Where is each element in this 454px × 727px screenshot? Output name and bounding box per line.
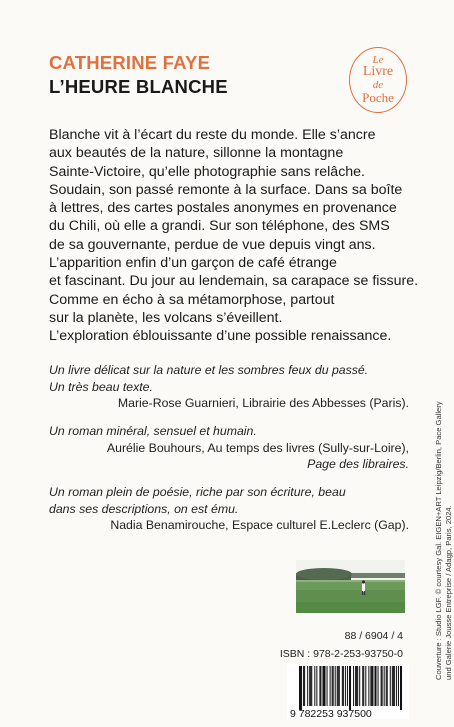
barcode-bar — [325, 666, 326, 706]
barcode-bar — [392, 666, 393, 706]
review-2 — [49, 423, 409, 473]
barcode-bar — [357, 666, 358, 706]
barcode-digits: 9 782253 937500 — [290, 708, 372, 720]
cover-credits — [434, 401, 454, 680]
barcode-bar — [401, 666, 402, 710]
barcode-bar — [307, 666, 308, 706]
barcode-bar — [314, 666, 315, 706]
barcode-bar — [349, 666, 350, 710]
barcode-bar — [371, 666, 372, 706]
review-3 — [49, 484, 409, 534]
barcode-bar — [393, 666, 394, 706]
barcode-bar — [304, 666, 305, 706]
barcode-bar — [333, 666, 334, 706]
barcode-bar — [387, 666, 388, 706]
book-title: L’HEURE BLANCHE — [49, 76, 228, 97]
barcode-bar — [319, 666, 320, 706]
barcode-bar — [310, 666, 311, 706]
blurb-line: L’exploration éblouissante d’une possible renaissance. — [49, 328, 392, 345]
blurb-line: aux beautés de la nature, sillonne la montagne — [49, 145, 344, 162]
barcode-bar — [355, 666, 356, 706]
barcode-bar — [300, 666, 301, 710]
blurb-line: Blanche vit à l’écart du reste du monde. Elle s’ancre — [49, 127, 376, 143]
barcode-bar — [316, 666, 317, 706]
barcode-bar — [396, 666, 397, 706]
blurb-line: du Chili, où elle a grandi. Sur son téléphone, des SMS — [49, 218, 390, 235]
logo-line-3: de — [372, 79, 384, 91]
review-quote: Un roman plein de poésie, riche par son écriture, beau — [49, 485, 346, 499]
review-1 — [49, 362, 409, 412]
barcode-bar — [343, 666, 344, 706]
barcode-bar — [386, 666, 387, 706]
blurb-line: à lettres, des cartes postales anonymes en provenance — [49, 200, 397, 217]
barcode-bar — [338, 666, 339, 706]
blurb-line: Comme en écho à sa métamorphose, partout — [49, 291, 335, 308]
barcode-bar — [347, 666, 348, 706]
barcode-bar — [322, 666, 323, 706]
blurb-line: de sa gouvernante, perdue de vue depuis vingt ans. — [49, 236, 376, 253]
barcode-bar — [365, 666, 366, 706]
barcode-bar — [330, 666, 331, 706]
barcode-bar — [339, 666, 340, 706]
review-source: Nadia Benamirouche, Espace culturel E.Leclerc (Gap). — [110, 518, 409, 532]
barcode-bar — [309, 666, 310, 706]
barcode-bar — [370, 666, 371, 706]
barcode-bar — [368, 666, 369, 706]
blurb-line: L’apparition enfin d’un garçon de café étrange — [49, 255, 337, 272]
review-quote: Un livre délicat sur la nature et les sombres feux du passé. — [49, 363, 369, 377]
barcode-bar — [337, 666, 338, 706]
logo-line-1: Le — [372, 54, 384, 66]
review-source: Aurélie Bouhours, Au temps des livres (Sully-sur-Loire), — [106, 440, 409, 455]
credits-line: und Galerie Jousse Entreprise / Adagp, Paris, 2024. — [444, 505, 453, 680]
barcode-bar — [350, 666, 351, 710]
blurb-line: Soudain, son passé remonte à la surface. Dans sa boîte — [49, 181, 403, 198]
review-source-publication: Page des libraires. — [307, 457, 409, 471]
barcode-bar — [394, 666, 395, 706]
isbn: ISBN : 978-2-253-93750-0 — [279, 648, 403, 660]
logo-line-2: Livre — [362, 64, 394, 79]
barcode-bar — [353, 666, 354, 706]
cover-painting-thumbnail — [296, 560, 405, 613]
barcode-bar — [362, 666, 363, 706]
barcode-bar — [301, 666, 302, 710]
barcode-bar — [363, 666, 364, 706]
barcode-bar — [320, 666, 321, 706]
barcode-bar — [390, 666, 391, 706]
barcode — [287, 664, 409, 719]
barcode-bar — [398, 666, 399, 706]
publisher-logo — [349, 47, 407, 113]
barcode-bar — [342, 666, 343, 706]
barcode-bar — [400, 666, 401, 710]
barcode-bar — [327, 666, 328, 706]
barcode-bar — [345, 666, 346, 706]
barcode-bar — [323, 666, 324, 706]
review-quote: dans ses descriptions, on est ému. — [49, 501, 239, 516]
blurb-line: et fascinant. Du jour au lendemain, sa carapace se fissure. — [49, 273, 419, 290]
review-quote: Un très beau texte. — [49, 379, 153, 394]
barcode-bar — [356, 666, 357, 706]
blurb-line: sur la planète, les volcans s’éveillent. — [49, 309, 283, 326]
credits-line: Couverture : Studio LGF. © courtesy Gal. EIGEN+ART Leipzig/Berlin, Pace Gallery — [434, 401, 443, 680]
barcode-bar — [384, 666, 385, 706]
barcode-bar — [374, 666, 375, 706]
barcode-bar — [381, 666, 382, 706]
review-quote: Un roman minéral, sensuel et humain. — [49, 424, 257, 438]
product-code: 88 / 6904 / 4 — [344, 630, 403, 642]
book-blurb — [49, 126, 419, 346]
barcode-bar — [303, 666, 304, 706]
barcode-bar — [311, 666, 312, 706]
barcode-bar — [359, 666, 360, 706]
barcode-bar — [378, 666, 379, 706]
barcode-bar — [376, 666, 377, 706]
barcode-bar — [335, 666, 336, 706]
author-name: CATHERINE FAYE — [49, 52, 211, 73]
logo-line-4: Poche — [362, 90, 394, 105]
blurb-line: Sainte-Victoire, qu’elle photographie sans relâche. — [49, 163, 366, 180]
barcode-bar — [372, 666, 373, 706]
barcode-bar — [299, 666, 300, 710]
barcode-bar — [382, 666, 383, 706]
barcode-bar — [332, 666, 333, 706]
review-source: Marie-Rose Guarnieri, Librairie des Abbesses (Paris). — [117, 396, 409, 410]
